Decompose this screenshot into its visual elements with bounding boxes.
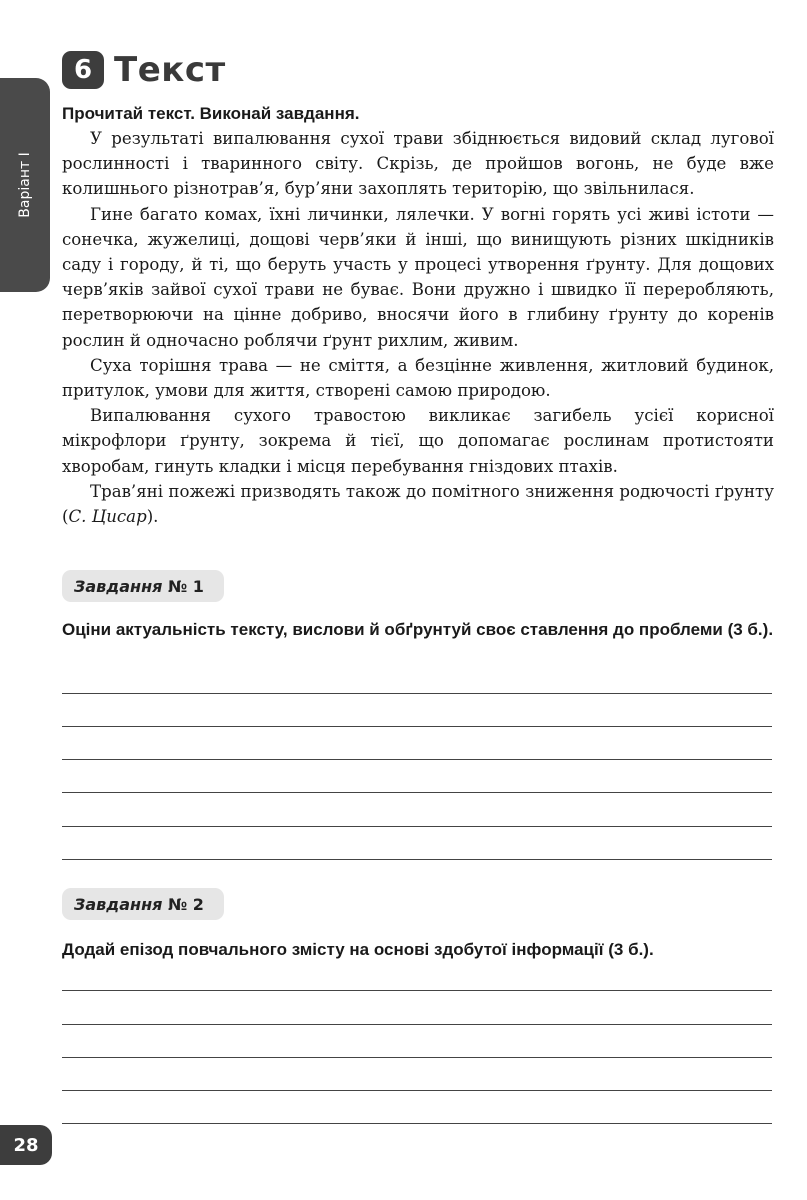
task-1-text: Оціни актуальність тексту, вислови й обґрунтуй своє ставлення до проблеми (3 б.). (62, 620, 774, 639)
task-1-label (62, 570, 224, 602)
task-2-text: Додай епізод повчального змісту на основі здобутої інформації (3 б.). (62, 940, 654, 959)
instruction-text: Прочитай текст. Виконай завдання. (62, 104, 360, 123)
answer-line[interactable] (62, 1057, 772, 1058)
task-1-label-number: № 1 (167, 576, 204, 596)
task-2-label (62, 888, 224, 920)
section-header (62, 50, 226, 90)
page-number: 28 (0, 1125, 52, 1165)
paragraph: Випалювання сухого травостою викликає загибель усієї корисної мікрофлори ґрунту, зокрема й тієї, що допомагає рослинам протистояти хворобам, гинуть кладки і місця перебування гніздових птахів. (62, 406, 774, 476)
answer-line[interactable] (62, 726, 772, 727)
paragraph: Суха торішня трава — не сміття, а безцінне живлення, житловий будинок, притулок, умови для життя, створені самою природою. (62, 355, 774, 401)
answer-line[interactable] (62, 990, 772, 991)
answer-line[interactable] (62, 1090, 772, 1091)
task-2-label-number: № 2 (167, 894, 204, 914)
variant-side-tab (0, 78, 50, 292)
answer-line[interactable] (62, 792, 772, 793)
paragraph-last-end: ). (146, 507, 159, 527)
task-2-label-word: Завдання (74, 894, 163, 914)
answer-line[interactable] (62, 1024, 772, 1025)
answer-line[interactable] (62, 859, 772, 860)
paragraph: Гине багато комах, їхні личинки, лялечки. У вогні горять усі живі істоти — сонечка, жужелиці, дощові черв’яки й інші, що винищують різних шкідників саду і городу, й ті, що беруть участь у процесі утворення ґрунту. Для дощових черв’яків зайвої сухої трави не буває. Вони дружно і швидко її переробляють, перетворюючи на цінне добриво, вносячи його в глибину ґрунту до коренів рослин й одночасно роблячи ґрунт рихлим, живим. (62, 204, 774, 350)
answer-line[interactable] (62, 1123, 772, 1124)
section-number-badge: 6 (62, 51, 104, 89)
answer-line[interactable] (62, 826, 772, 827)
paragraph-last-text: Трав’яні пожежі призводять також до помітного зниження родючості ґрунту ( (62, 481, 774, 527)
paragraph-last (62, 479, 774, 529)
paragraph: У результаті випалювання сухої трави збіднюється видовий склад лугової рослинності і тваринного світу. Скрізь, де пройшов вогонь, не буде вже колишнього різнотрав’я, бур’яни захоплять територію, що звільнилася. (62, 129, 774, 199)
section-title: Текст (114, 50, 226, 90)
reading-text (62, 126, 774, 529)
variant-label: Варіант I (17, 152, 33, 218)
task-1-label-word: Завдання (74, 576, 163, 596)
answer-line[interactable] (62, 693, 772, 694)
answer-line[interactable] (62, 759, 772, 760)
author-name: С. Цисар (68, 507, 147, 527)
